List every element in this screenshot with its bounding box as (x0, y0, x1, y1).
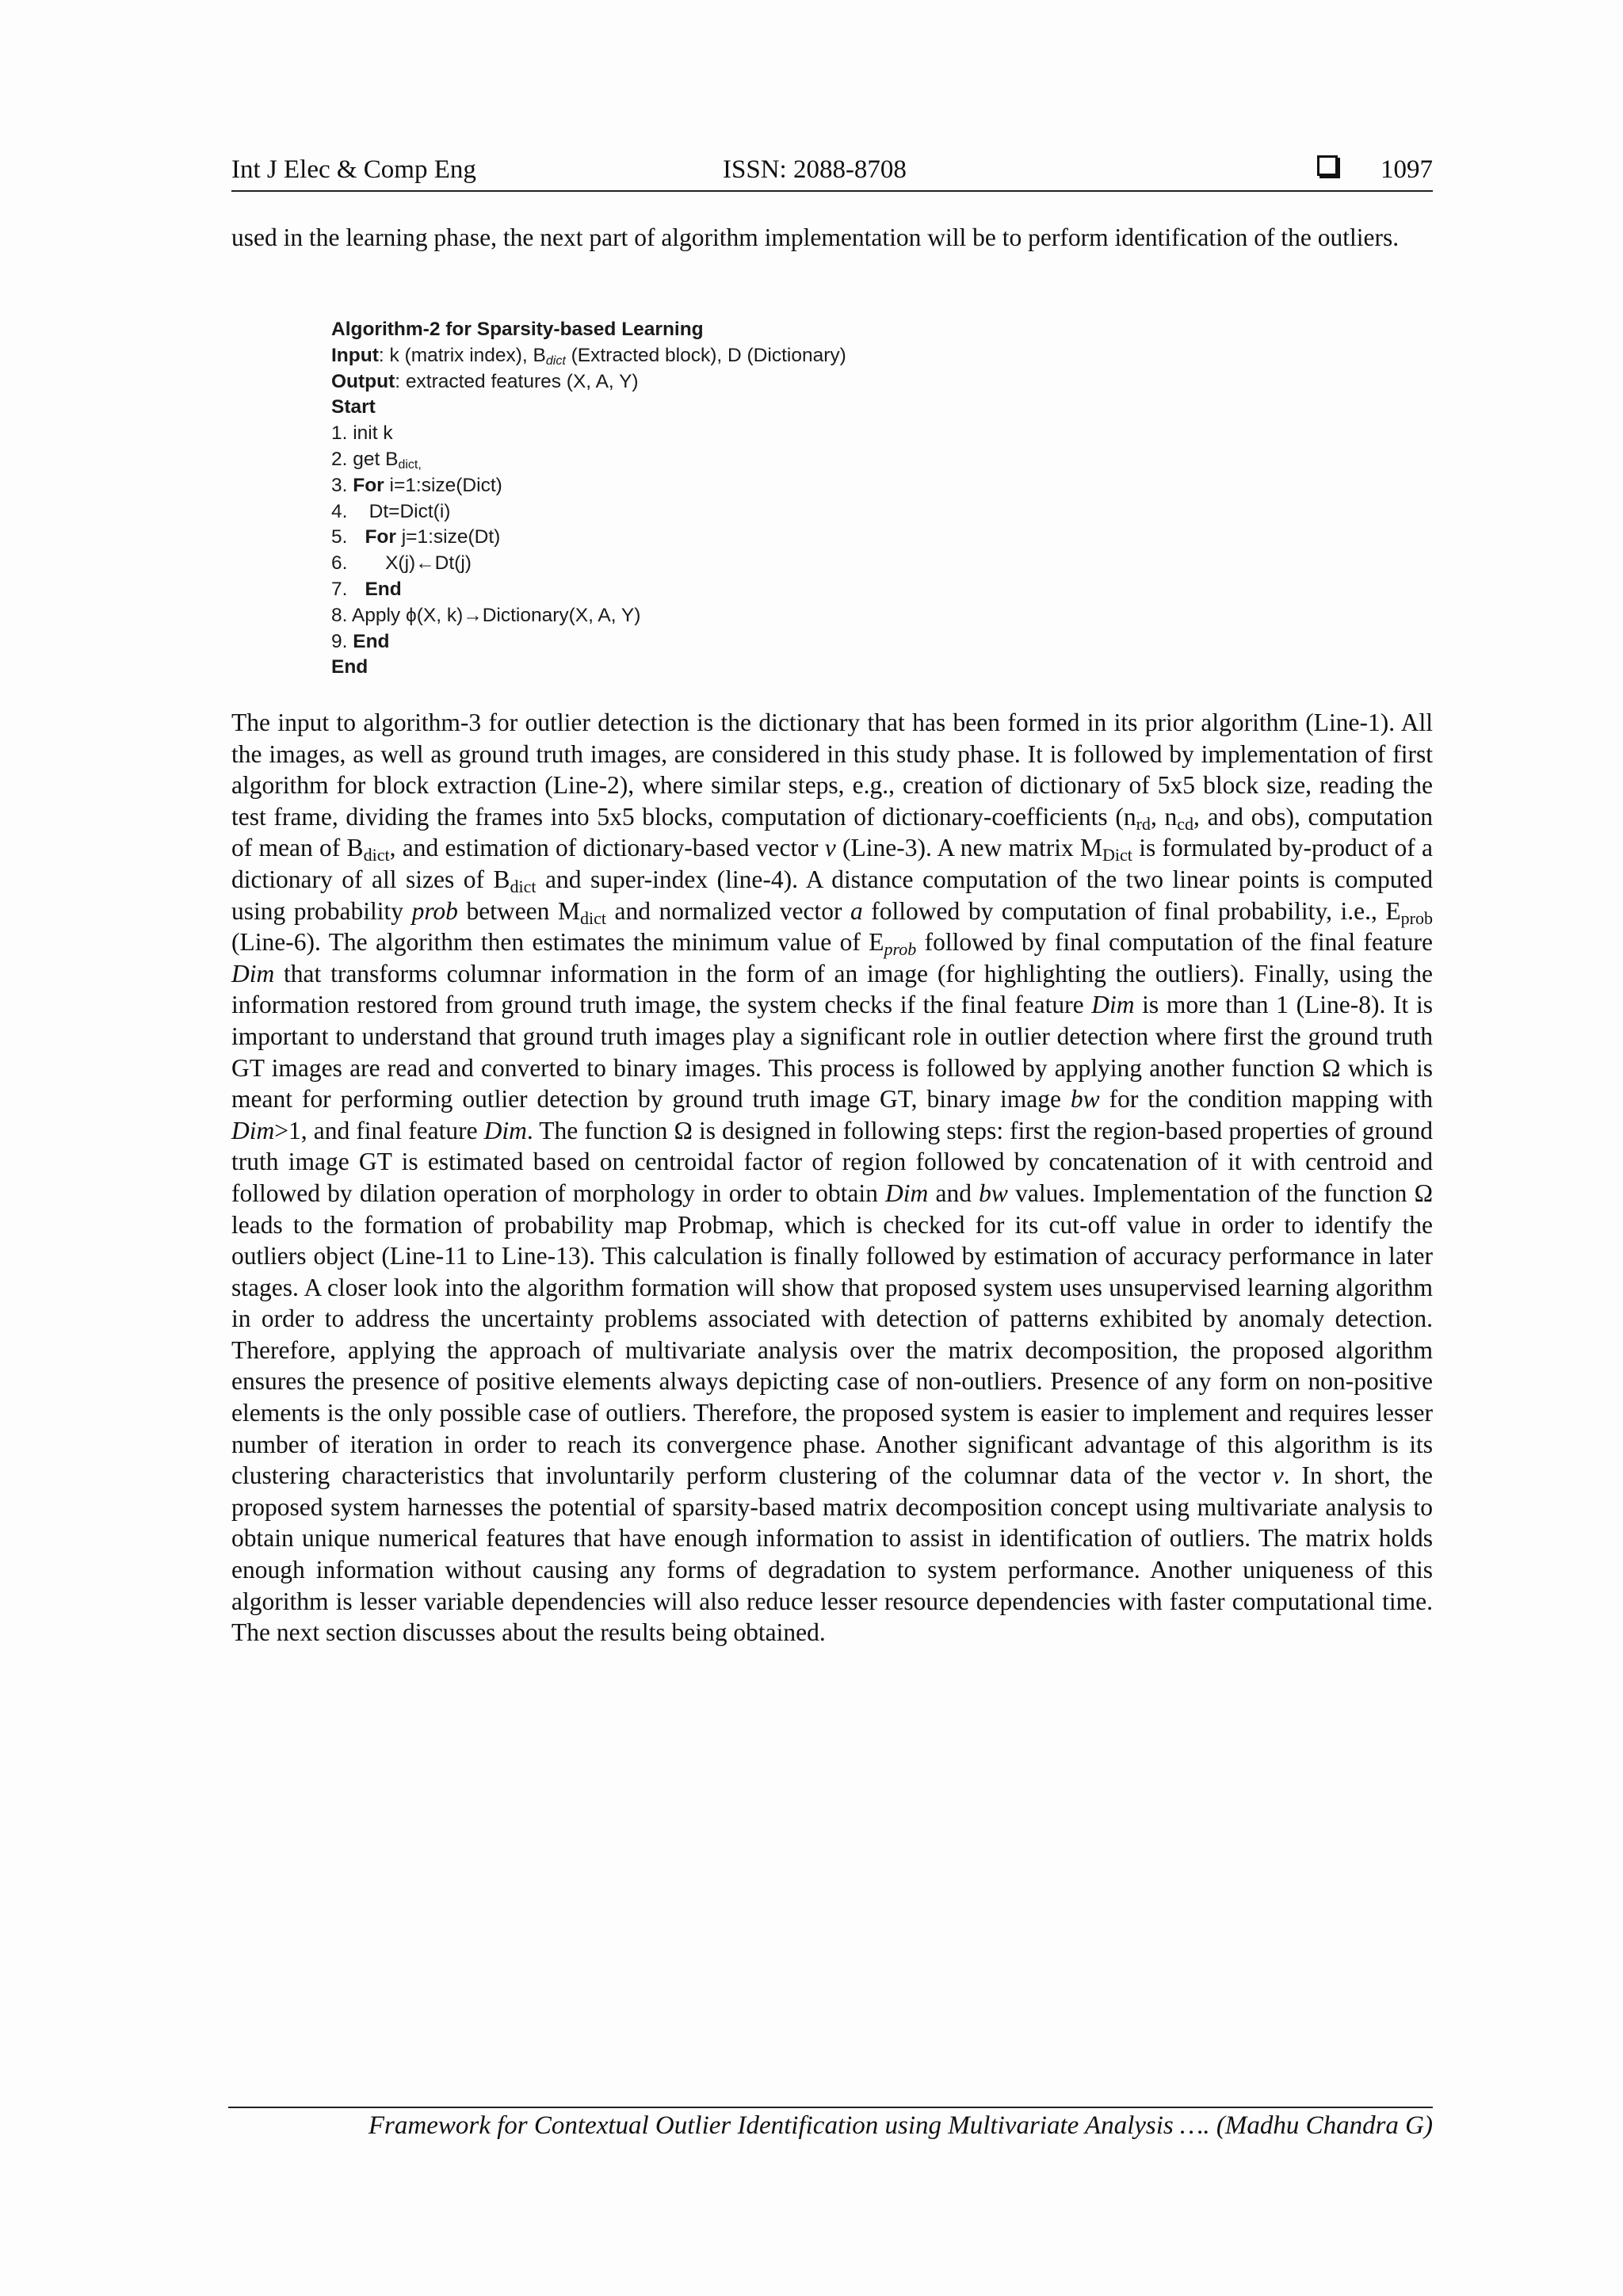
footer-rule (228, 2107, 1433, 2108)
algorithm-start: Start (331, 396, 376, 418)
intro-paragraph: used in the learning phase, the next part of algorithm implementation will be to perform identification of the outliers. (231, 223, 1400, 251)
journal-name: Int J Elec & Comp Eng (231, 155, 476, 184)
algorithm-title: Algorithm-2 for Sparsity-based Learning (331, 319, 704, 340)
issn: ISSN: 2088-8708 (723, 155, 907, 184)
page-header (231, 154, 1433, 192)
algorithm-box (331, 317, 846, 681)
page-number: 1097 (1381, 155, 1433, 184)
algorithm-end: End (331, 656, 369, 678)
algorithm-output: Output: extracted features (X, A, Y) (331, 370, 639, 392)
algorithm-line-6: 6. X(j)←Dt(j) (331, 552, 472, 575)
checkbox-square-icon (1317, 155, 1338, 176)
algorithm-line-5: 5. For j=1:size(Dt) (331, 526, 501, 548)
algorithm-line-4: 4. Dt=Dict(i) (331, 500, 451, 522)
footer-citation: Framework for Contextual Outlier Identification using Multivariate Analysis …. (Madhu Chandra G) (368, 2111, 1433, 2140)
algorithm-input: Input: k (matrix index), $B_{dict}$ (Extracted block), D (Dictionary) (331, 344, 846, 368)
algorithm-line-7: 7. End (331, 578, 402, 600)
algorithm-line-1: 1. init k (331, 422, 393, 445)
algorithm-line-8: 8. Apply ϕ(X, k)→Dictionary(X, A, Y) (331, 604, 641, 626)
algorithm-line-3: 3. For i=1:size(Dict) (331, 474, 502, 496)
algorithm-line-9: 9. End (331, 630, 390, 652)
main-paragraph: The input to algorithm-3 for outlier detection is the dictionary that has been formed in its prior algorithm (Line-1). All the images, as well as ground truth images, are considered in this study phase. It is followed by implementation of first algorithm for block extraction (Line-2), where similar steps, e.g., creation of dictionary of 5x5 block size, reading the test frame, dividing the frames into 5x5 blocks, computation of dictionary-coefficients ($n_{rd}$, $n_{cd}$, and obs), computation of mean of $B_{dict}$, and estimation of dictionary-based vector v (Line-3). A new matrix $M_{Dict}$ is formulated by-product of a dictionary of all sizes of $B_{dict}$ and super-index (line-4). A distance computation of the two linear points is computed using probability prob between $M_{dict}$ and normalized vector a followed by computation of final probability, i.e., $E_{prob}$ (Line-6). The algorithm then estimates the minimum value of $E_{prob}$ followed by final computation of the final feature Dim that transforms columnar information in the form of an image (for highlighting the outliers). Finally, using the information restored from ground truth image, the system checks if the final feature Dim is more than 1 (Line-8). It is important to understand that ground truth images play a significant role in outlier detection where first the ground truth GT images are read and converted to binary images. This process is followed by applying another function Ω which is meant for performing outlier detection by ground truth image GT, binary image bw for the condition mapping with Dim>1, and final feature Dim. The function Ω is designed in following steps: first the region-based properties of ground truth image GT is estimated based on centroidal factor of region followed by concatenation of it with centroid and followed by dilation operation of morphology in order to obtain Dim and bw values. Implementation of the function Ω leads to the formation of probability map Probmap, which is checked for its cut-off value in order to identify the outliers object (Line-11 to Line-13). This calculation is finally followed by estimation of accuracy performance in later stages. A closer look into the algorithm formation will show that proposed system uses unsupervised learning algorithm in order to address the uncertainty problems associated with detection of patterns exhibited by anomaly detection. Therefore, applying the approach of multivariate analysis over the matrix decomposition, the proposed algorithm ensures the presence of positive elements always depicting case of non-outliers. Presence of any form on non-positive elements is the only possible case of outliers. Therefore, the proposed system is easier to implement and requires lesser number of iteration in order to reach its convergence phase. Another significant advantage of this algorithm is its clustering characteristics that involuntarily perform clustering of the columnar data of the vector v. In short, the proposed system harnesses the potential of sparsity-based matrix decomposition concept using multivariate analysis to obtain unique numerical features that have enough information to assist in identification of outliers. The matrix holds enough information without causing any forms of degradation to system performance. Another uniqueness of this algorithm is lesser variable dependencies will also reduce lesser resource dependencies with faster computational time. The next section discusses about the results being obtained. (231, 709, 1434, 1647)
algorithm-line-2: 2. get $B_{dict,}$ (331, 448, 422, 472)
